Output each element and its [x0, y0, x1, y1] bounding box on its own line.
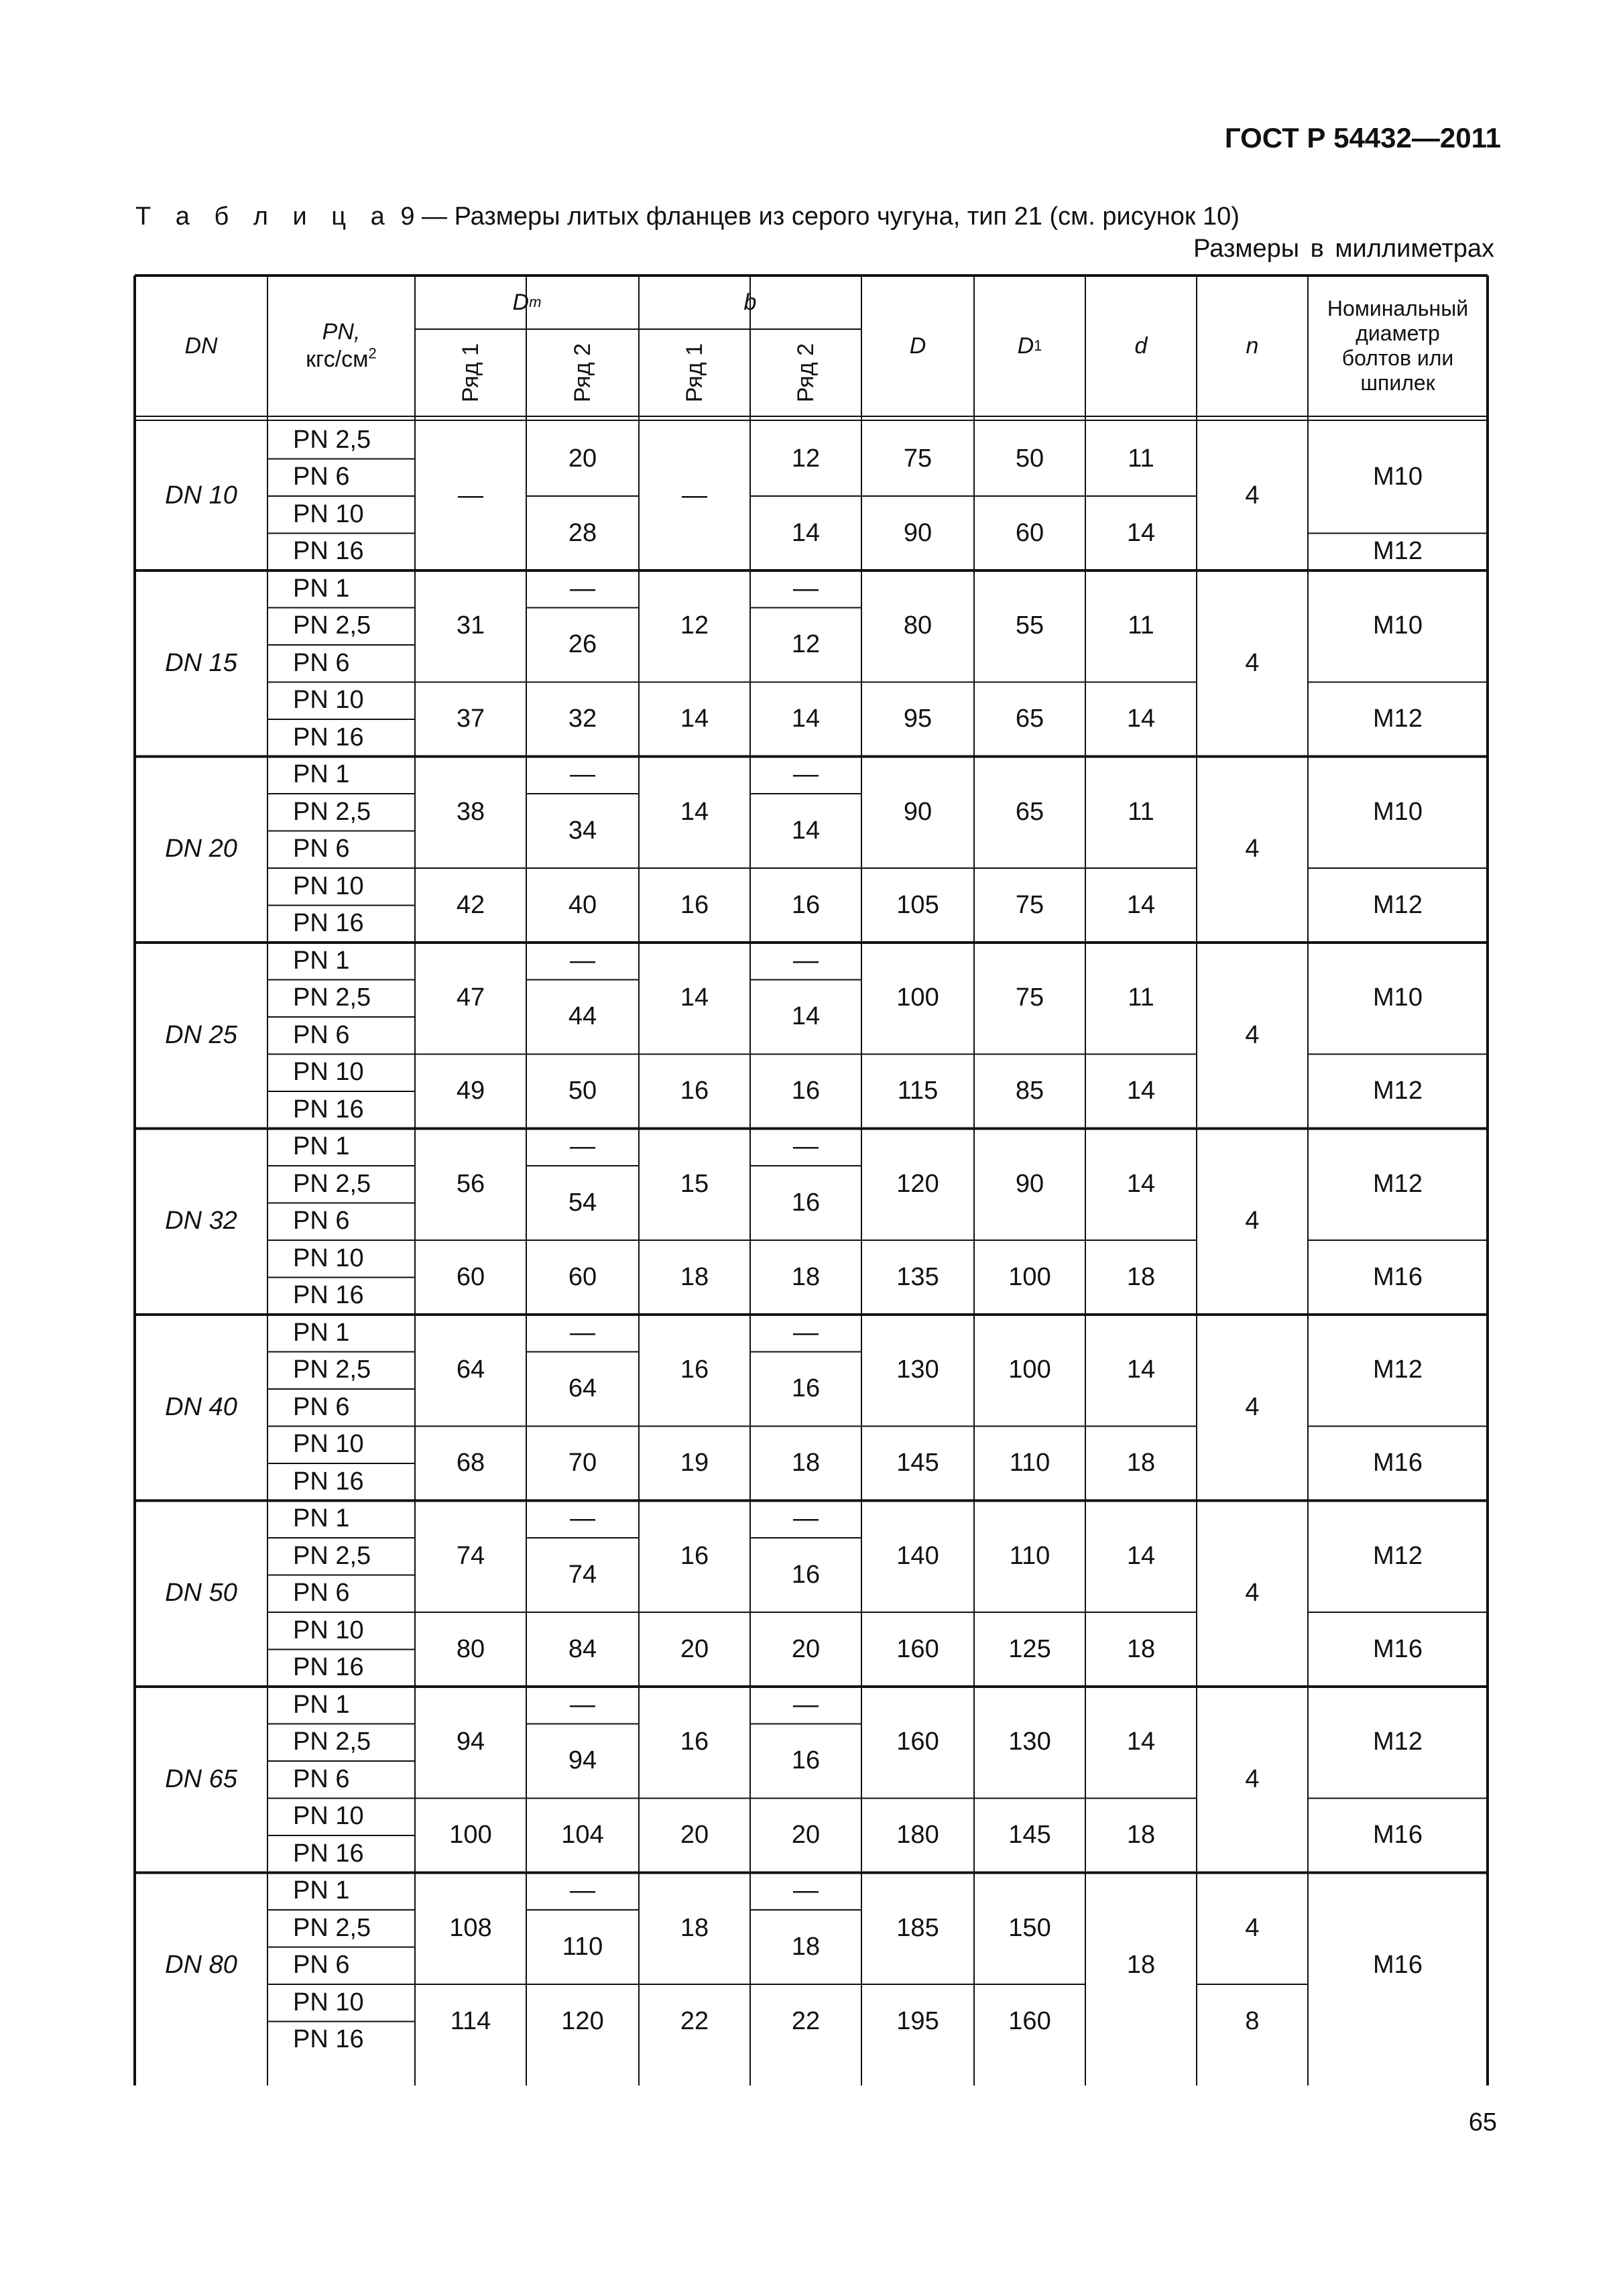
dm2-cell: — [570, 1876, 595, 1905]
dn-cell: DN 65 [165, 1764, 237, 1793]
bolt-cell: M16 [1373, 1951, 1423, 1980]
header-n: n [1246, 333, 1259, 359]
D1-cell: 65 [1015, 797, 1044, 826]
pn-cell: PN 10 [293, 499, 364, 528]
D1-cell: 90 [1015, 1169, 1044, 1198]
header-d: d [1134, 333, 1148, 359]
b1-cell: 16 [680, 1728, 709, 1756]
b2-cell: 22 [791, 2006, 821, 2035]
dn-cell: DN 80 [165, 1951, 237, 1980]
pn-cell: PN 6 [293, 835, 350, 863]
dm2-cell: 28 [568, 518, 597, 547]
b2-cell: 14 [791, 705, 821, 733]
b1-cell: 14 [680, 797, 709, 826]
bolt-cell: M12 [1373, 537, 1423, 566]
dm2-cell: 34 [568, 816, 597, 845]
pn-cell: PN 10 [293, 1430, 364, 1459]
dm1-cell: 42 [456, 890, 485, 919]
D-cell: 90 [903, 797, 933, 826]
D1-cell: 130 [1008, 1728, 1051, 1756]
dm1-cell: 60 [456, 1262, 485, 1291]
d-cell: 18 [1126, 1449, 1156, 1477]
D-cell: 160 [896, 1728, 939, 1756]
pn-cell: PN 1 [293, 1318, 350, 1347]
D-cell: 75 [903, 444, 933, 473]
D1-cell: 150 [1008, 1913, 1051, 1942]
pn-cell: PN 16 [293, 1281, 364, 1310]
n-cell: 4 [1245, 1020, 1260, 1049]
b2-cell: 18 [791, 1449, 821, 1477]
bolt-cell: M16 [1373, 1821, 1423, 1850]
header-pn-symbol: PN, [322, 319, 361, 345]
bolt-cell: M16 [1373, 1634, 1423, 1663]
d-cell: 14 [1126, 890, 1156, 919]
header-pn-unit-wrap [306, 346, 377, 373]
b2-cell: — [793, 1504, 819, 1533]
dn-cell: DN 15 [165, 648, 237, 677]
dn-cell: DN 32 [165, 1207, 237, 1235]
n-cell: 8 [1245, 2006, 1260, 2035]
D1-cell: 75 [1015, 890, 1044, 919]
dm2-cell: 54 [568, 1188, 597, 1217]
D-cell: 195 [896, 2006, 939, 2035]
header-D1: D 1 [1017, 333, 1042, 359]
pn-cell: PN 1 [293, 946, 350, 975]
dm1-cell: 74 [456, 1541, 485, 1570]
dm2-cell: 84 [568, 1634, 597, 1663]
bolt-cell: M12 [1373, 705, 1423, 733]
b1-cell: 18 [680, 1262, 709, 1291]
pn-cell: PN 2,5 [293, 1169, 371, 1198]
pn-cell: PN 6 [293, 1579, 350, 1608]
pn-cell: PN 2,5 [293, 611, 371, 640]
b2-cell: — [793, 760, 819, 789]
b2-cell: 12 [791, 444, 821, 473]
pn-cell: PN 10 [293, 1244, 364, 1272]
D-cell: 180 [896, 1821, 939, 1850]
pn-cell: PN 1 [293, 1690, 350, 1719]
pn-cell: PN 6 [293, 648, 350, 677]
b1-cell: 19 [680, 1449, 709, 1477]
dm2-cell: 44 [568, 1002, 597, 1031]
pn-cell: PN 1 [293, 1504, 350, 1533]
pn-cell: PN 16 [293, 723, 364, 751]
b2-cell: 16 [791, 1188, 821, 1217]
b2-cell: — [793, 574, 819, 603]
header-b-row2-label: Ряд 2 [792, 343, 819, 403]
header-dn: DN [184, 333, 218, 359]
b2-cell: 18 [791, 1932, 821, 1961]
b1-cell: 16 [680, 1355, 709, 1384]
D1-cell: 85 [1015, 1077, 1044, 1105]
d-cell: 14 [1126, 1541, 1156, 1570]
header-pn-unit-sup: 2 [368, 345, 377, 362]
pn-cell: PN 1 [293, 760, 350, 789]
D-cell: 160 [896, 1634, 939, 1663]
D-cell: 130 [896, 1355, 939, 1384]
n-cell: 4 [1245, 481, 1260, 510]
b2-cell: 14 [791, 816, 821, 845]
bolt-cell: M16 [1373, 1262, 1423, 1291]
bolt-cell: M12 [1373, 1169, 1423, 1198]
pn-cell: PN 16 [293, 537, 364, 566]
D1-cell: 75 [1015, 983, 1044, 1012]
D1-cell: 110 [1009, 1449, 1050, 1477]
header-b: b [743, 289, 757, 315]
header-pn [267, 276, 415, 416]
n-cell: 4 [1245, 1579, 1260, 1608]
dm1-cell: 47 [456, 983, 485, 1012]
n-cell: 4 [1245, 1207, 1260, 1235]
pn-cell: PN 6 [293, 463, 350, 491]
dm1-cell: 68 [456, 1449, 485, 1477]
dm1-cell: 56 [456, 1169, 485, 1198]
n-cell: 4 [1245, 648, 1260, 677]
b1-cell: — [682, 481, 707, 510]
pn-cell: PN 6 [293, 1392, 350, 1421]
dm1-cell: 38 [456, 797, 485, 826]
d-cell: 11 [1128, 611, 1154, 640]
dm1-cell: — [458, 481, 483, 510]
dm2-cell: 50 [568, 1077, 597, 1105]
b2-cell: 16 [791, 1560, 821, 1589]
pn-cell: PN 2,5 [293, 1728, 371, 1756]
pn-cell: PN 6 [293, 1951, 350, 1980]
d-cell: 14 [1126, 1355, 1156, 1384]
d-cell: 18 [1126, 1951, 1156, 1980]
pn-cell: PN 10 [293, 1988, 364, 2016]
dm2-cell: — [570, 1690, 595, 1719]
header-b-row1 [639, 329, 750, 416]
dm2-cell: — [570, 1318, 595, 1347]
b2-cell: — [793, 1318, 819, 1347]
table-caption [135, 202, 1240, 231]
caption-number: 9 [400, 202, 415, 231]
pn-cell: PN 16 [293, 1839, 364, 1868]
bolt-cell: M12 [1373, 1355, 1423, 1384]
b2-cell: — [793, 1132, 819, 1161]
header-dm-row2-label: Ряд 2 [569, 343, 595, 403]
dn-cell: DN 10 [165, 481, 237, 510]
dm1-cell: 31 [456, 611, 485, 640]
dm1-cell: 94 [456, 1728, 485, 1756]
n-cell: 4 [1245, 1764, 1260, 1793]
d-cell: 18 [1126, 1262, 1156, 1291]
bolt-cell: M10 [1373, 983, 1423, 1012]
pn-cell: PN 1 [293, 1876, 350, 1905]
n-cell: 4 [1245, 1392, 1260, 1421]
dm2-cell: — [570, 574, 595, 603]
D-cell: 145 [896, 1449, 939, 1477]
d-cell: 11 [1128, 797, 1154, 826]
dm1-cell: 108 [449, 1913, 492, 1942]
pn-cell: PN 10 [293, 1058, 364, 1087]
D1-cell: 55 [1015, 611, 1044, 640]
header-dm-row1-label: Ряд 1 [457, 343, 483, 403]
dm2-cell: — [570, 760, 595, 789]
pn-cell: PN 2,5 [293, 425, 371, 454]
b2-cell: 14 [791, 518, 821, 547]
pn-cell: PN 1 [293, 574, 350, 603]
pn-cell: PN 10 [293, 1616, 364, 1644]
pn-cell: PN 16 [293, 1653, 364, 1682]
b1-cell: 16 [680, 1077, 709, 1105]
b2-cell: — [793, 946, 819, 975]
pn-cell: PN 16 [293, 909, 364, 938]
d-cell: 14 [1126, 1728, 1156, 1756]
b2-cell: — [793, 1876, 819, 1905]
D-cell: 95 [903, 705, 933, 733]
header-b-row1-label: Ряд 1 [681, 343, 707, 403]
dm2-cell: 32 [568, 705, 597, 733]
D-cell: 90 [903, 518, 933, 547]
d-cell: 11 [1128, 444, 1154, 473]
b1-cell: 18 [680, 1913, 709, 1942]
b1-cell: 16 [680, 890, 709, 919]
b1-cell: 14 [680, 983, 709, 1012]
pn-cell: PN 6 [293, 1207, 350, 1235]
d-cell: 11 [1128, 983, 1154, 1012]
dm2-cell: — [570, 1504, 595, 1533]
dn-cell: DN 40 [165, 1392, 237, 1421]
b2-cell: 18 [791, 1262, 821, 1291]
header-D: D [909, 333, 926, 359]
D-cell: 105 [896, 890, 939, 919]
D-cell: 115 [897, 1077, 939, 1105]
bolt-cell: M10 [1373, 611, 1423, 640]
pn-cell: PN 16 [293, 1467, 364, 1496]
pn-cell: PN 2,5 [293, 1541, 371, 1570]
pn-cell: PN 2,5 [293, 1355, 371, 1384]
dm1-cell: 49 [456, 1077, 485, 1105]
D1-cell: 60 [1015, 518, 1044, 547]
dm1-cell: 80 [456, 1634, 485, 1663]
dm2-cell: 70 [568, 1449, 597, 1477]
b2-cell: 12 [791, 630, 821, 659]
dm2-cell: 26 [568, 630, 597, 659]
bolt-cell: M16 [1373, 1449, 1423, 1477]
dm2-cell: 60 [568, 1262, 597, 1291]
b1-cell: 12 [680, 611, 709, 640]
dn-cell: DN 25 [165, 1020, 237, 1049]
b1-cell: 20 [680, 1821, 709, 1850]
header-D1-symbol: D [1017, 333, 1034, 359]
caption-text: — Размеры литых фланцев из серого чугуна, тип 21 (см. рисунок 10) [414, 202, 1240, 231]
dm1-cell: 37 [456, 705, 485, 733]
dm2-cell: 64 [568, 1374, 597, 1403]
units-note: Размеры в миллиметрах [1193, 235, 1494, 263]
D-cell: 135 [896, 1262, 939, 1291]
pn-cell: PN 2,5 [293, 797, 371, 826]
D1-cell: 50 [1015, 444, 1044, 473]
d-cell: 14 [1126, 705, 1156, 733]
D1-cell: 110 [1009, 1541, 1050, 1570]
page-number: 65 [1468, 2108, 1497, 2136]
b1-cell: 15 [680, 1169, 709, 1198]
D1-cell: 100 [1008, 1262, 1051, 1291]
D1-cell: 65 [1015, 705, 1044, 733]
b2-cell: 16 [791, 1077, 821, 1105]
D-cell: 140 [896, 1541, 939, 1570]
d-cell: 18 [1126, 1821, 1156, 1850]
dm2-cell: 40 [568, 890, 597, 919]
b1-cell: 20 [680, 1634, 709, 1663]
b2-cell: 16 [791, 1746, 821, 1775]
b2-cell: 14 [791, 1002, 821, 1031]
d-cell: 14 [1126, 1169, 1156, 1198]
D-cell: 185 [896, 1913, 939, 1942]
bolt-cell: M12 [1373, 1541, 1423, 1570]
pn-cell: PN 6 [293, 1020, 350, 1049]
pn-cell: PN 2,5 [293, 983, 371, 1012]
bolt-cell: M10 [1373, 797, 1423, 826]
dm2-cell: 110 [562, 1932, 603, 1961]
pn-cell: PN 10 [293, 871, 364, 900]
dm2-cell: — [570, 946, 595, 975]
pn-cell: PN 16 [293, 1095, 364, 1124]
b2-cell: — [793, 1690, 819, 1719]
flange-dimensions-table [135, 276, 1488, 2086]
pn-cell: PN 1 [293, 1132, 350, 1161]
b2-cell: 20 [791, 1821, 821, 1850]
document-header: ГОСТ Р 54432—2011 [1224, 122, 1501, 154]
header-dm-symbol: D [512, 289, 530, 315]
pn-cell: PN 2,5 [293, 1913, 371, 1942]
D1-cell: 125 [1008, 1634, 1051, 1663]
D-cell: 80 [903, 611, 933, 640]
dm2-cell: 94 [568, 1746, 597, 1775]
header-pn-unit: кгс/см [306, 347, 369, 372]
b1-cell: 22 [680, 2006, 709, 2035]
b1-cell: 14 [680, 705, 709, 733]
D1-cell: 160 [1008, 2006, 1051, 2035]
b2-cell: 16 [791, 1374, 821, 1403]
caption-prefix: Т а б л и ц а [135, 202, 394, 231]
header-bolt-diameter: Номинальный диаметр болтов или шпилек [1327, 296, 1469, 395]
n-cell: 4 [1245, 1913, 1260, 1942]
header-dm-row2 [526, 329, 639, 416]
pn-cell: PN 10 [293, 686, 364, 715]
b2-cell: 16 [791, 890, 821, 919]
header-dm: D m [512, 289, 542, 315]
b1-cell: 16 [680, 1541, 709, 1570]
D1-cell: 100 [1008, 1355, 1051, 1384]
n-cell: 4 [1245, 835, 1260, 863]
d-cell: 14 [1126, 1077, 1156, 1105]
dm2-cell: 120 [561, 2006, 604, 2035]
bolt-cell: M12 [1373, 890, 1423, 919]
dm2-cell: 20 [568, 444, 597, 473]
pn-cell: PN 16 [293, 2025, 364, 2054]
dm2-cell: 104 [561, 1821, 604, 1850]
dm2-cell: 74 [568, 1560, 597, 1589]
dm1-cell: 64 [456, 1355, 485, 1384]
D1-cell: 145 [1008, 1821, 1051, 1850]
dm1-cell: 114 [450, 2006, 491, 2035]
bolt-cell: M12 [1373, 1728, 1423, 1756]
header-b-row2 [750, 329, 861, 416]
dn-cell: DN 20 [165, 835, 237, 863]
d-cell: 14 [1126, 518, 1156, 547]
bolt-cell: M12 [1373, 1077, 1423, 1105]
dm1-cell: 100 [449, 1821, 492, 1850]
d-cell: 18 [1126, 1634, 1156, 1663]
bolt-cell: M10 [1373, 463, 1423, 491]
b2-cell: 20 [791, 1634, 821, 1663]
header-dm-row1 [415, 329, 526, 416]
pn-cell: PN 6 [293, 1764, 350, 1793]
dm2-cell: — [570, 1132, 595, 1161]
D-cell: 100 [896, 983, 939, 1012]
pn-cell: PN 10 [293, 1802, 364, 1831]
dn-cell: DN 50 [165, 1579, 237, 1608]
D-cell: 120 [896, 1169, 939, 1198]
